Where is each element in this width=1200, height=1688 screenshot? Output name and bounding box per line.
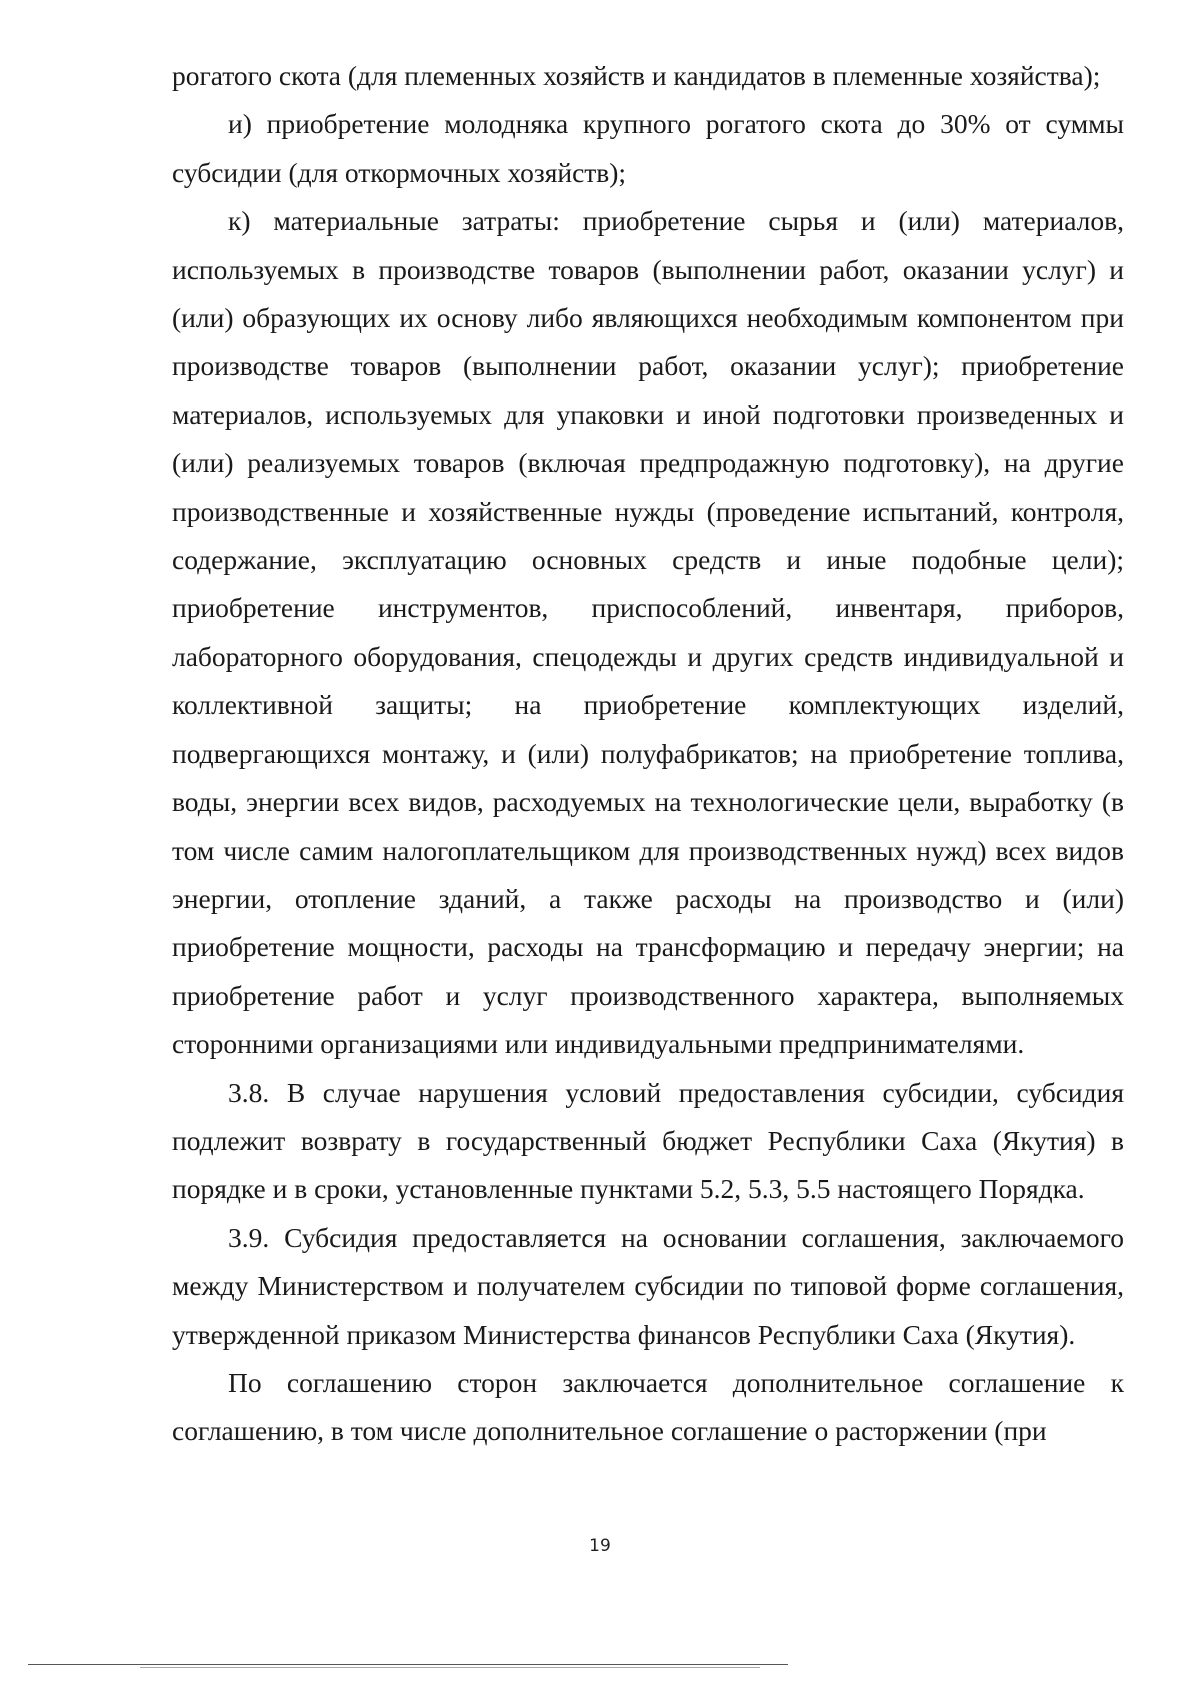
document-body (172, 52, 1124, 1456)
paragraph-3-9: 3.9. Субсидия предоставляется на основании соглашения, заключаемого между Министерством и получателем субсидии по типовой форме соглашения, утвержденной приказом Министерства финансов Республики Саха (Якутия). (172, 1221, 1124, 1350)
paragraph-agreement: По соглашению сторон заключается дополнительное соглашение к соглашению, в том числе дополнительное соглашение о расторжении (при (172, 1366, 1124, 1447)
footer-rule (28, 1664, 788, 1665)
page-number: 19 (589, 1536, 611, 1556)
paragraph-item-k: к) материальные затраты: приобретение сырья и (или) материалов, используемых в производстве товаров (выполнении работ, оказании услуг) и (или) образующих их основу либо являющихся необходимым компонентом при производстве товаров (выполнении работ, оказании услуг); приобретение материалов, используемых для упаковки и иной подготовки произведенных и (или) реализуемых товаров (включая предпродажную подготовку), на другие производственные и хозяйственные нужды (проведение испытаний, контроля, содержание, эксплуатацию основных средств и иные подобные цели); приобретение инструментов, приспособлений, инвентаря, приборов, лабораторного оборудования, спецодежды и других средств индивидуальной и коллективной защиты; на приобретение комплектующих изделий, подвергающихся монтажу, и (или) полуфабрикатов; на приобретение топлива, воды, энергии всех видов, расходуемых на технологические цели, выработку (в том числе самим налогоплательщиком для производственных нужд) всех видов энергии, отопление зданий, а также расходы на производство и (или) приобретение мощности, расходы на трансформацию и передачу энергии; на приобретение работ и услуг производственного характера, выполняемых сторонними организациями или индивидуальными предпринимателями. (172, 205, 1124, 1060)
paragraph-continuation: рогатого скота (для племенных хозяйств и кандидатов в племенные хозяйства); (172, 60, 1101, 91)
paragraph-item-i: и) приобретение молодняка крупного рогатого скота до 30% от суммы субсидии (для откормочных хозяйств); (172, 108, 1124, 188)
footer-rule-secondary (140, 1667, 760, 1668)
paragraph-3-8: 3.8. В случае нарушения условий предоставления субсидии, субсидия подлежит возврату в государственный бюджет Республики Саха (Якутия) в порядке и в сроки, установленные пунктами 5.2, 5.3, 5.5 настоящего Порядка. (172, 1076, 1124, 1205)
